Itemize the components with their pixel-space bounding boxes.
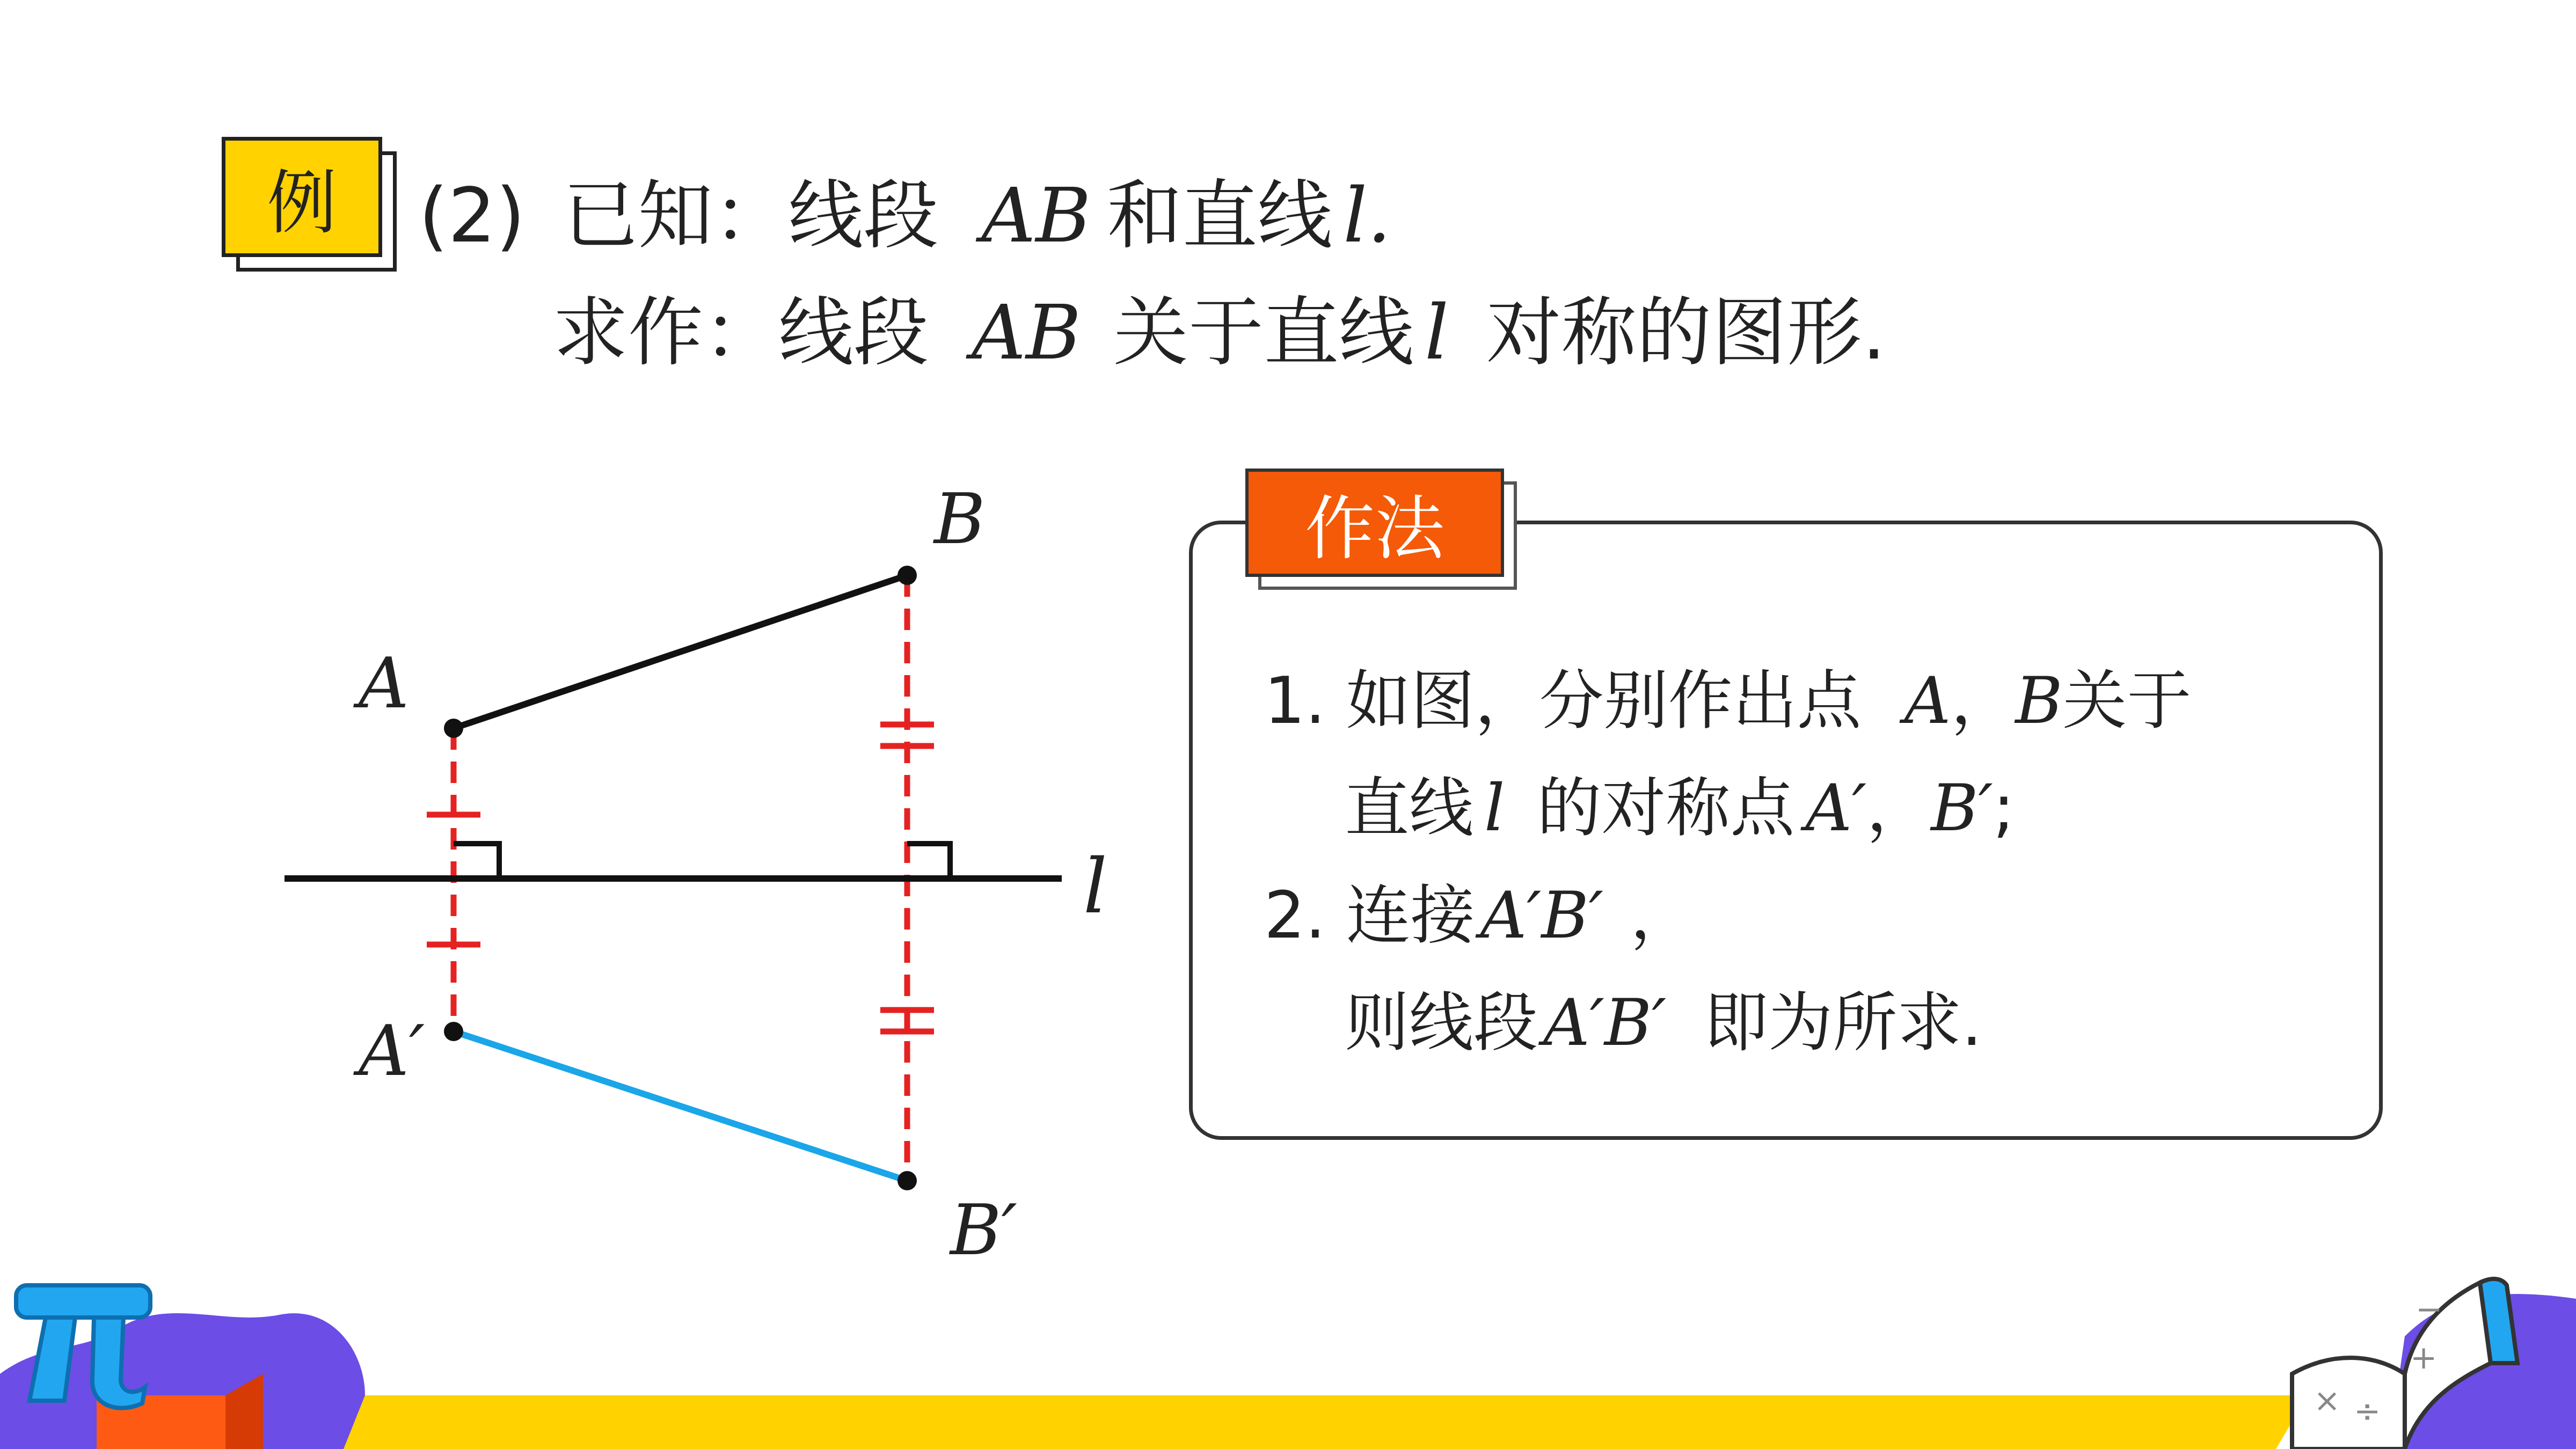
problem-number: (2) — [419, 172, 526, 260]
given-math-l: l. — [1343, 172, 1391, 260]
step2-segment: A′B′ — [1480, 879, 1603, 953]
step1-semicolon: ; — [1993, 771, 2015, 846]
method-tag: 作法 — [1245, 469, 1504, 577]
segment-a-prime-b-prime — [454, 1031, 907, 1181]
step2-comma: ， — [1630, 879, 1695, 953]
segment-ab — [454, 575, 907, 728]
label-a: A — [359, 642, 409, 724]
given-label: 已知： — [563, 172, 789, 260]
task-text-2: 关于直线 — [1113, 289, 1414, 377]
task-math-ab: AB — [972, 289, 1082, 377]
step1-text-h: 的对称点 — [1537, 771, 1795, 846]
right-angle-mark-b — [907, 844, 950, 879]
example-badge: 例 — [222, 137, 382, 257]
step1-point-b: B — [2015, 664, 2063, 738]
step2-text-f: 即为所求. — [1704, 986, 1982, 1060]
step1-text-a: 1. 如图，分别作出点 — [1264, 664, 1862, 738]
label-a-prime: A′ — [359, 1010, 425, 1092]
step1-point-b-prime: B′ — [1931, 771, 1993, 846]
step1-point-a: A — [1904, 664, 1951, 738]
step2-text-a: 2. 连接 — [1264, 879, 1475, 953]
svg-text:+: + — [2410, 1339, 2438, 1377]
task-text-1: 线段 — [778, 289, 929, 377]
point-a — [444, 719, 463, 738]
step1-comma: ， — [1951, 664, 2016, 738]
given-text-1: 线段 — [788, 172, 939, 260]
step1-text-e: 关于 — [2062, 664, 2192, 738]
given-text-2: 和直线 — [1107, 172, 1333, 260]
svg-text:−: − — [2416, 1291, 2443, 1328]
label-b-prime: B′ — [950, 1189, 1018, 1271]
step1-point-a-prime: A′ — [1805, 771, 1867, 846]
point-b — [897, 566, 917, 585]
right-angle-mark-a — [454, 844, 499, 879]
label-l: l — [1083, 843, 1107, 931]
task-text-3: 对称的图形. — [1486, 289, 1886, 377]
task-math-l: l — [1425, 289, 1449, 377]
step1-line-l: l — [1484, 771, 1505, 846]
task-label: 求作： — [553, 289, 779, 377]
footer-bar — [344, 1395, 2308, 1449]
step1-comma-2: ， — [1866, 771, 1931, 846]
given-math-ab: AB — [981, 172, 1091, 260]
step2-segment-2: A′B′ — [1543, 986, 1667, 1060]
label-b: B — [934, 478, 986, 560]
step2-text-d: 则线段 — [1345, 986, 1538, 1060]
step1-text-f: 直线 — [1345, 771, 1473, 846]
svg-text:×: × — [2314, 1382, 2341, 1419]
point-b-prime — [897, 1171, 917, 1190]
svg-text:÷: ÷ — [2354, 1393, 2381, 1430]
point-a-prime — [444, 1022, 463, 1041]
